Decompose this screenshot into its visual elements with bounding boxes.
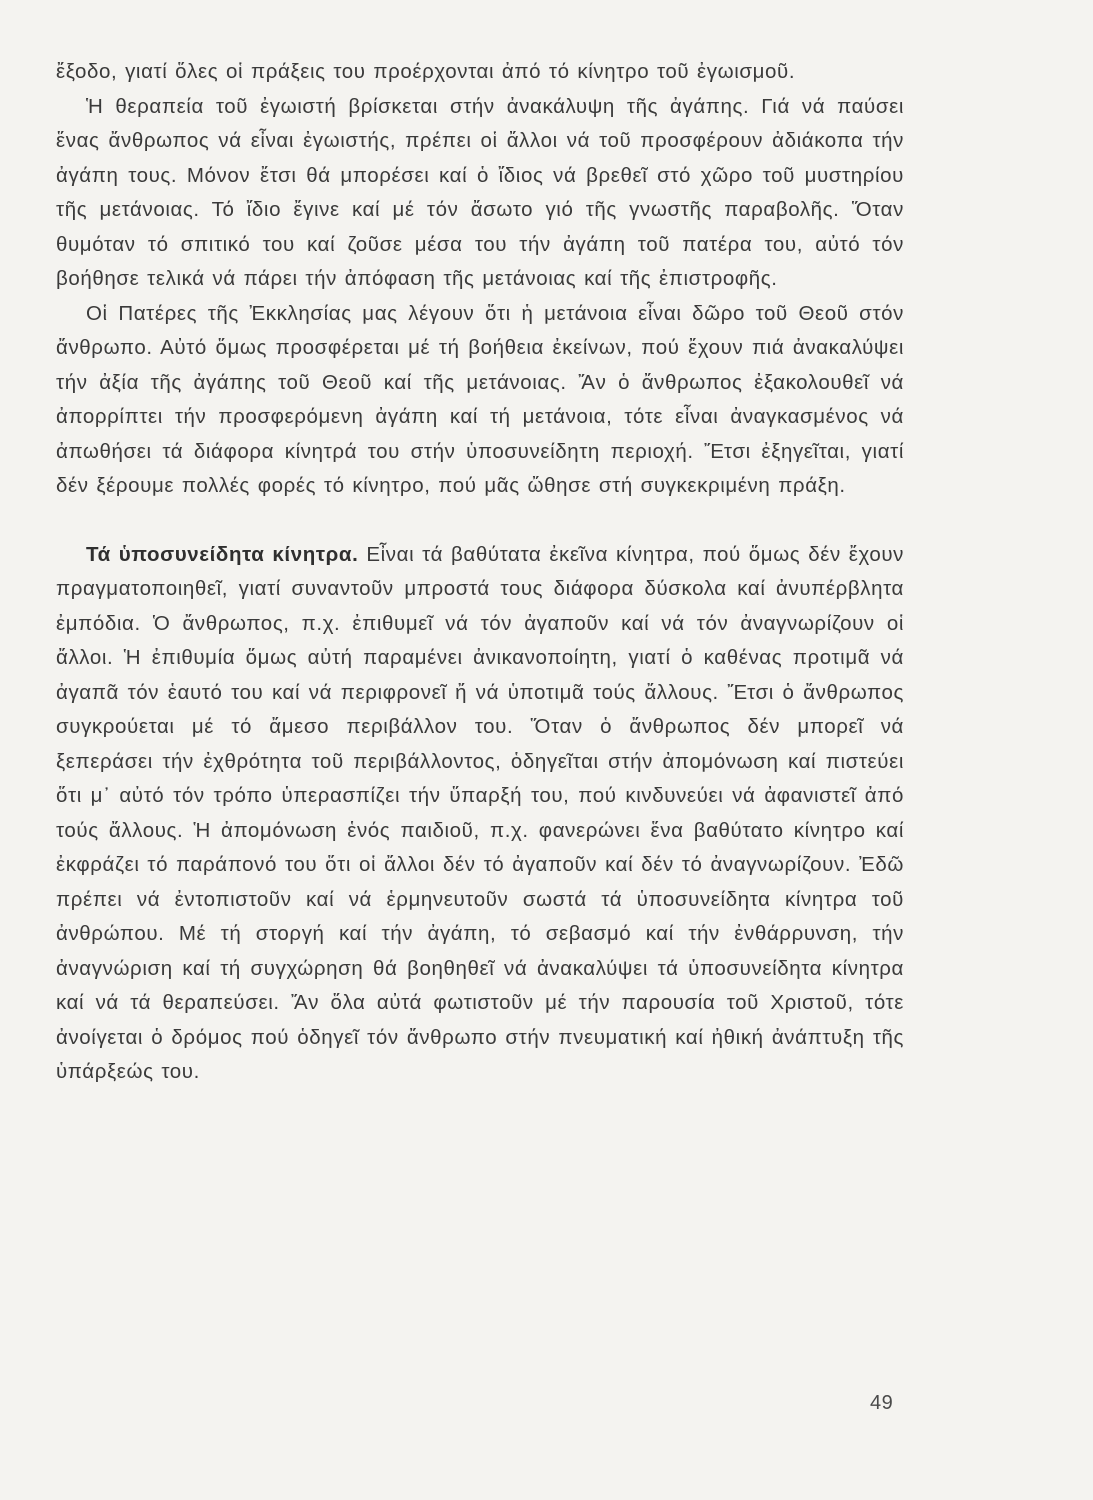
paragraph-3: Οἱ Πατέρες τῆς Ἐκκλησίας μας λέγουν ὅτι ἡ μετάνοια εἶναι δῶρο τοῦ Θεοῦ στόν ἄνθρωπο. Αὐτό ὅμως προσφέρεται μέ τή βοήθεια ἐκείνων, πού ἔχουν πιά ἀνακαλύψει τήν ἀξία τῆς ἀγάπης τοῦ Θεοῦ καί τῆς μετάνοιας. Ἄν ὁ ἄνθρωπος ἐξακολουθεῖ νά ἀπορρίπτει τήν προσφερόμενη ἀγάπη καί τή μετάνοια, τότε εἶναι ἀναγκασμένος νά ἀπωθήσει τά διάφορα κίνητρά του στήν ὑποσυνείδητη περιοχή. Ἔτσι ἐξηγεῖται, γιατί δέν ξέρουμε πολλές φορές τό κίνητρο, πού μᾶς ὤθησε στή συγκεκριμένη πράξη.: [56, 301, 904, 497]
paragraph-4: [56, 538, 904, 1090]
section-heading: Τά ὑποσυνείδητα κίνητρα.: [86, 542, 359, 566]
paragraph-4-text: Εἶναι τά βαθύτατα ἐκεῖνα κίνητρα, πού ὅμως δέν ἔχουν πραγματοποιηθεῖ, γιατί συναντοῦν μπροστά τους διάφορα δύσκολα καί ἀνυπέρβλητα ἐμπόδια. Ὁ ἄνθρωπος, π.χ. ἐπιθυμεῖ νά τόν ἀγαποῦν καί νά τόν ἀναγνωρίζουν οἱ ἄλλοι. Ἡ ἐπιθυμία ὅμως αὐτή παραμένει ἀνικανοποίητη, γιατί ὁ καθένας προτιμᾶ νά ἀγαπᾶ τόν ἑαυτό του καί νά περιφρονεῖ ἤ νά ὑποτιμᾶ τούς ἄλλους. Ἔτσι ὁ ἄνθρωπος συγκρούεται μέ τό ἄμεσο περιβάλλον του. Ὅταν ὁ ἄνθρωπος δέν μπορεῖ νά ξεπεράσει τήν ἐχθρότητα τοῦ περιβάλλοντος, ὁδηγεῖται στήν ἀπομόνωση καί πιστεύει ὅτι μ᾽ αὐτό τόν τρόπο ὑπερασπίζει τήν ὕπαρξή του, πού κινδυνεύει νά ἀφανιστεῖ ἀπό τούς ἄλλους. Ἡ ἀπομόνωση ἑνός παιδιοῦ, π.χ. φανερώνει ἕνα βαθύτατο κίνητρο καί ἐκφράζει τό παράπονό του ὅτι οἱ ἄλλοι δέν τό ἀγαποῦν καί δέν τό ἀναγνωρίζουν. Ἐδῶ πρέπει νά ἐντοπιστοῦν καί νά ἑρμηνευτοῦν σωστά τά ὑποσυνείδητα κίνητρα τοῦ ἀνθρώπου. Μέ τή στοργή καί τήν ἀγάπη, τό σεβασμό καί τήν ἐνθάρρυνση, τήν ἀναγνώριση καί τή συγχώρηση θά βοηθηθεῖ νά ἀνακαλύψει τά ὑποσυνείδητα κίνητρα καί νά τά θεραπεύσει. Ἄν ὅλα αὐτά φωτιστοῦν μέ τήν παρουσία τοῦ Χριστοῦ, τότε ἀνοίγεται ὁ δρόμος πού ὁδηγεῖ τόν ἄνθρωπο στήν πνευματική καί ἠθική ἀνάπτυξη τῆς ὑπάρξεώς του.: [56, 542, 904, 1083]
page-body: [56, 55, 904, 1090]
page-number: 49: [870, 1392, 894, 1414]
paragraph-1: ἔξοδο, γιατί ὅλες οἱ πράξεις του προέρχονται ἀπό τό κίνητρο τοῦ ἐγωισμοῦ.: [56, 60, 796, 83]
paragraph-2: Ἡ θεραπεία τοῦ ἐγωιστή βρίσκεται στήν ἀνακάλυψη τῆς ἀγάπης. Γιά νά παύσει ἕνας ἄνθρωπος νά εἶναι ἐγωιστής, πρέπει οἱ ἄλλοι νά τοῦ προσφέρουν ἀδιάκοπα τήν ἀγάπη τους. Μόνον ἔτσι θά μπορέσει καί ὁ ἴδιος νά βρεθεῖ στό χῶρο τοῦ μυστηρίου τῆς μετάνοιας. Τό ἴδιο ἔγινε καί μέ τόν ἄσωτο γιό τῆς γνωστῆς παραβολῆς. Ὅταν θυμόταν τό σπιτικό του καί ζοῦσε μέσα του τήν ἀγάπη τοῦ πατέρα του, αὐτό τόν βοήθησε τελικά νά πάρει τήν ἀπόφαση τῆς μετάνοιας καί τῆς ἐπιστροφῆς.: [56, 94, 904, 290]
